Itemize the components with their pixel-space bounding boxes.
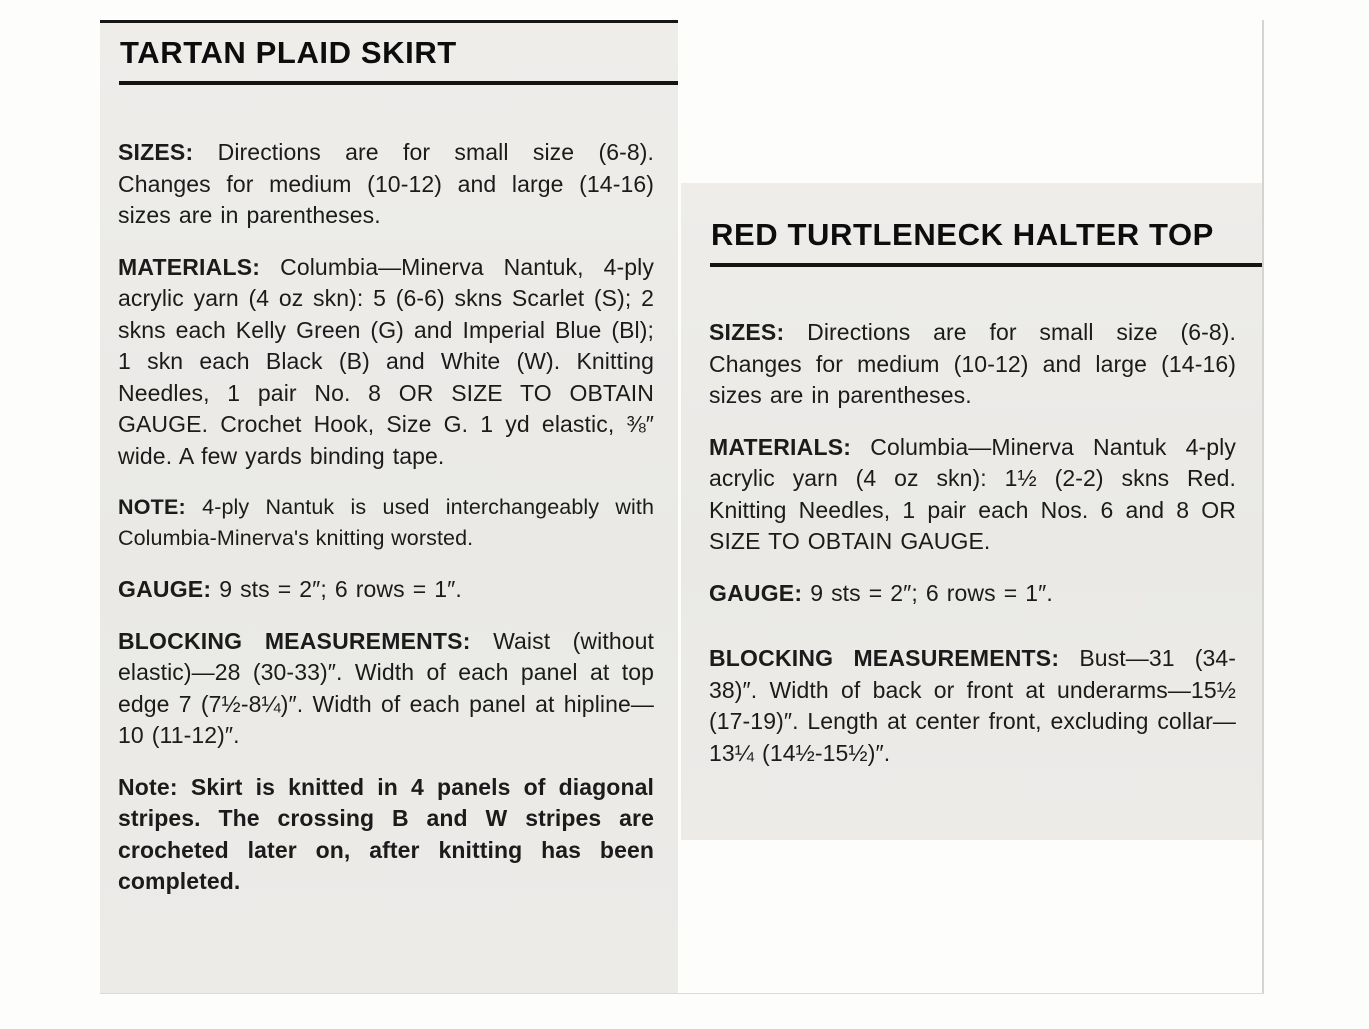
paragraph-text: Directions are for small size (6-8). Changes for medium (10-12) and large (14-16) sizes are in parentheses. <box>709 319 1236 408</box>
pattern-body <box>118 137 654 898</box>
paragraph-panel-note <box>118 772 654 898</box>
paragraph-text: 4-ply Nantuk is used interchangeably with Columbia-Minerva's knitting worsted. <box>118 495 655 550</box>
paragraph-text: Waist (without elastic)—28 (30-33)″. Width of each panel at top edge 7 (7½-8¼)″. Width of each panel at hipline—10 (11-12)″. <box>118 627 654 748</box>
pattern-title-tartan-plaid-skirt: TARTAN PLAID SKIRT <box>120 35 457 70</box>
paragraph-text: Directions are for small size (6-8). Changes for medium (10-12) and large (14-16) sizes are in parentheses. <box>118 139 654 228</box>
paragraph-text: Columbia—Minerva Nantuk, 4-ply acrylic yarn (4 oz skn): 5 (6-6) skns Scarlet (S); 2 skns each Kelly Green (G) and Imperial Blue (Bl); 1 skn each Black (B) and White (W). Knitting Needles, 1 pair No. 8 OR SIZE TO OBTAIN GAUGE. Crochet Hook, Size G. 1 yd elastic, ⅜″ wide. A few yards binding tape. <box>118 253 654 469</box>
paragraph-text: Skirt is knitted in 4 panels of diagonal stripes. The crossing B and W stripes are crocheted later on, after knitting has been completed. <box>118 773 654 894</box>
title-underline-rule <box>119 81 678 85</box>
paragraph-materials <box>709 432 1236 558</box>
pattern-title-red-turtleneck-halter-top: RED TURTLENECK HALTER TOP <box>711 217 1214 252</box>
paragraph-sizes <box>118 137 654 232</box>
paragraph-label: BLOCKING MEASUREMENTS: <box>118 627 471 654</box>
paragraph-label: MATERIALS: <box>709 433 852 460</box>
paragraph-label: MATERIALS: <box>118 253 261 280</box>
pattern-panel-tartan-plaid-skirt <box>100 20 678 993</box>
paragraph-gauge <box>709 578 1236 610</box>
paragraph-blocking-measurements <box>709 643 1236 769</box>
paragraph-label: GAUGE: <box>709 579 803 606</box>
paragraph-text: 9 sts = 2″; 6 rows = 1″. <box>219 576 462 602</box>
paragraph-label: NOTE: <box>118 495 186 519</box>
paragraph-gauge <box>118 574 654 606</box>
scan-page-bottom-edge <box>100 993 1264 994</box>
pattern-panel-red-turtleneck-halter-top <box>681 183 1262 840</box>
paragraph-text: Columbia—Minerva Nantuk 4-ply acrylic yarn (4 oz skn): 1½ (2-2) skns Red. Knitting Needles, 1 pair each Nos. 6 and 8 OR SIZE TO OBTAIN GAUGE. <box>709 433 1236 554</box>
title-underline-rule <box>710 263 1262 267</box>
paragraph-blocking-measurements <box>118 626 654 752</box>
paragraph-label: SIZES: <box>118 139 194 165</box>
paragraph-label: GAUGE: <box>118 576 212 602</box>
paragraph-label: Note: <box>118 773 178 800</box>
paragraph-label: SIZES: <box>709 319 785 345</box>
paragraph-note <box>118 492 654 554</box>
paragraph-materials <box>118 252 654 473</box>
paragraph-text: Bust—31 (34-38)″. Width of back or front at underarms—15½ (17-19)″. Length at center front, excluding collar—13¼ (14½-15½)″. <box>709 645 1236 766</box>
pattern-body <box>709 317 1236 769</box>
paragraph-text: 9 sts = 2″; 6 rows = 1″. <box>810 579 1053 606</box>
paragraph-sizes <box>709 317 1236 412</box>
paragraph-label: BLOCKING MEASUREMENTS: <box>709 645 1060 671</box>
scan-page-right-edge <box>1262 20 1264 994</box>
